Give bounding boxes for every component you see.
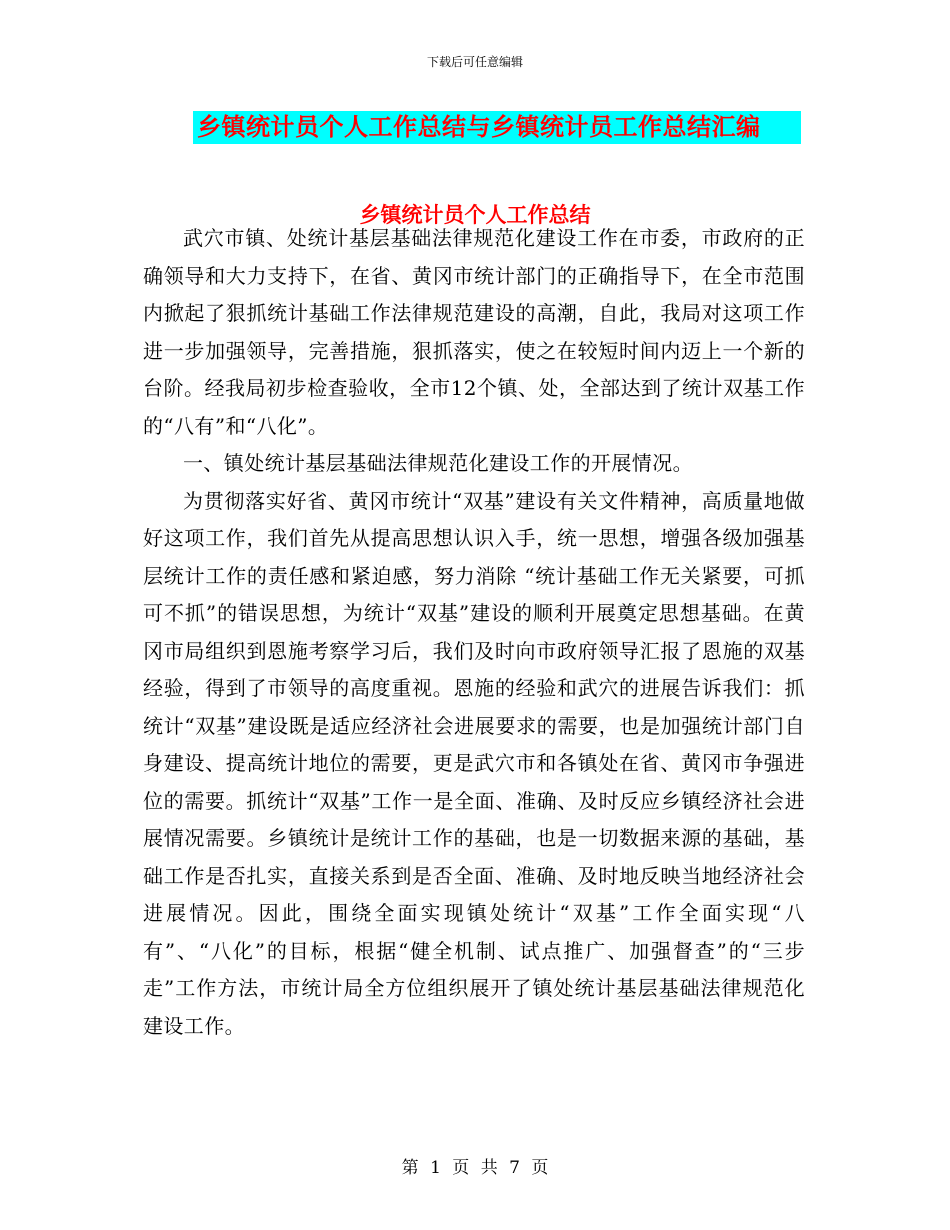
document-body [143, 220, 805, 1045]
main-title: 乡镇统计员个人工作总结与乡镇统计员工作总结汇编 [197, 113, 761, 141]
paragraph: 为贯彻落实好省、黄冈市统计“双基”建设有关文件精神，高质量地做好这项工作，我们首先从提高思想认识入手，统一思想，增强各级加强基层统计工作的责任感和紧迫感，努力消除 “统计基础工作无关紧要，可抓可不抓”的错误思想，为统计“双基”建设的顺利开展奠定思想基础。在黄冈市局组织到恩施考察学习后，我们及时向市政府领导汇报了恩施的双基经验，得到了市领导的高度重视。恩施的经验和武穴的进展告诉我们：抓统计“双基”建设既是适应经济社会进展要求的需要，也是加强统计部门自身建设、提高统计地位的需要，更是武穴市和各镇处在省、黄冈市争强进位的需要。抓统计“双基”工作一是全面、准确、及时反应乡镇经济社会进展情况需要。乡镇统计是统计工作的基础，也是一切数据来源的基础，基础工作是否扎实，直接关系到是否全面、准确、及时地反映当地经济社会进展情况。因此，围绕全面实现镇处统计“双基”工作全面实现“八有”、“八化”的目标，根据“健全机制、试点推广、加强督查”的“三步走”工作方法，市统计局全方位组织展开了镇处统计基层基础法律规范化建设工作。 [143, 488, 805, 1038]
sub-title: 乡镇统计员个人工作总结 [359, 203, 591, 227]
paragraph: 一、镇处统计基层基础法律规范化建设工作的开展情况。 [183, 451, 693, 475]
paragraph: 武穴市镇、处统计基层基础法律规范化建设工作在市委，市政府的正确领导和大力支持下，在省、黄冈市统计部门的正确指导下，在全市范围内掀起了狠抓统计基础工作法律规范建设的高潮，自此，我局对这项工作进一步加强领导，完善措施，狠抓落实，使之在较短时间内迈上一个新的台阶。经我局初步检查验收，全市12个镇、处，全部达到了统计双基工作的“八有”和“八化”。 [143, 226, 805, 438]
header-note: 下载后可任意编辑 [426, 55, 523, 69]
main-title-highlight [193, 111, 801, 144]
page-number: 第 1 页 共 7 页 [401, 1158, 549, 1178]
